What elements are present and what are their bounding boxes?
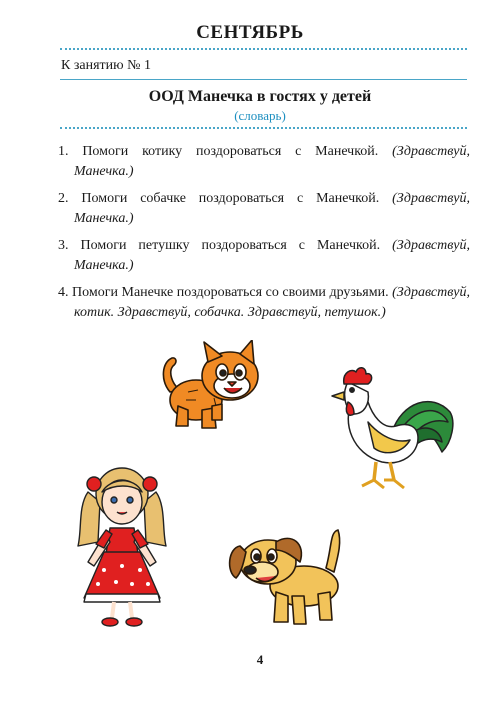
task-answer: (Здравствуй, Манечка.) bbox=[74, 191, 470, 226]
task-answer: (Здравствуй, котик. Здравствуй, собачка. Здравствуй, петушок.) bbox=[74, 285, 471, 320]
month-heading: СЕНТЯБРЬ bbox=[196, 22, 304, 43]
task-item bbox=[58, 189, 470, 227]
doll-picture bbox=[74, 462, 170, 632]
task-number: 4. bbox=[58, 285, 69, 300]
section-subtitle: (словарь) bbox=[234, 108, 286, 123]
task-number: 3. bbox=[58, 238, 69, 253]
section-title: ООД Манечка в гостях у детей bbox=[148, 88, 372, 105]
divider bbox=[60, 79, 467, 80]
task-number: 1. bbox=[58, 144, 69, 159]
divider bbox=[60, 127, 467, 129]
task-answer: (Здравствуй, Манечка.) bbox=[74, 238, 470, 273]
task-item bbox=[58, 236, 470, 274]
task-item bbox=[58, 142, 470, 180]
rooster-picture bbox=[322, 362, 462, 502]
page-number: 4 bbox=[256, 652, 264, 667]
task-number: 2. bbox=[58, 191, 69, 206]
puppy-picture bbox=[222, 526, 362, 636]
task-answer: (Здравствуй, Манечка.) bbox=[74, 144, 470, 179]
task-item bbox=[58, 283, 470, 323]
task-text: Помоги котику поздороваться с Манечкой. bbox=[82, 144, 393, 159]
divider bbox=[60, 48, 467, 50]
task-list bbox=[58, 142, 470, 332]
lesson-label: К занятию № 1 bbox=[61, 58, 151, 73]
task-text: Помоги Манечке поздороваться со своими друзьями. bbox=[72, 285, 393, 300]
task-text: Помоги собачке поздороваться с Манечкой. bbox=[81, 191, 393, 206]
kitten-picture bbox=[158, 340, 276, 436]
task-text: Помоги петушку поздороваться с Манечкой. bbox=[80, 238, 393, 253]
